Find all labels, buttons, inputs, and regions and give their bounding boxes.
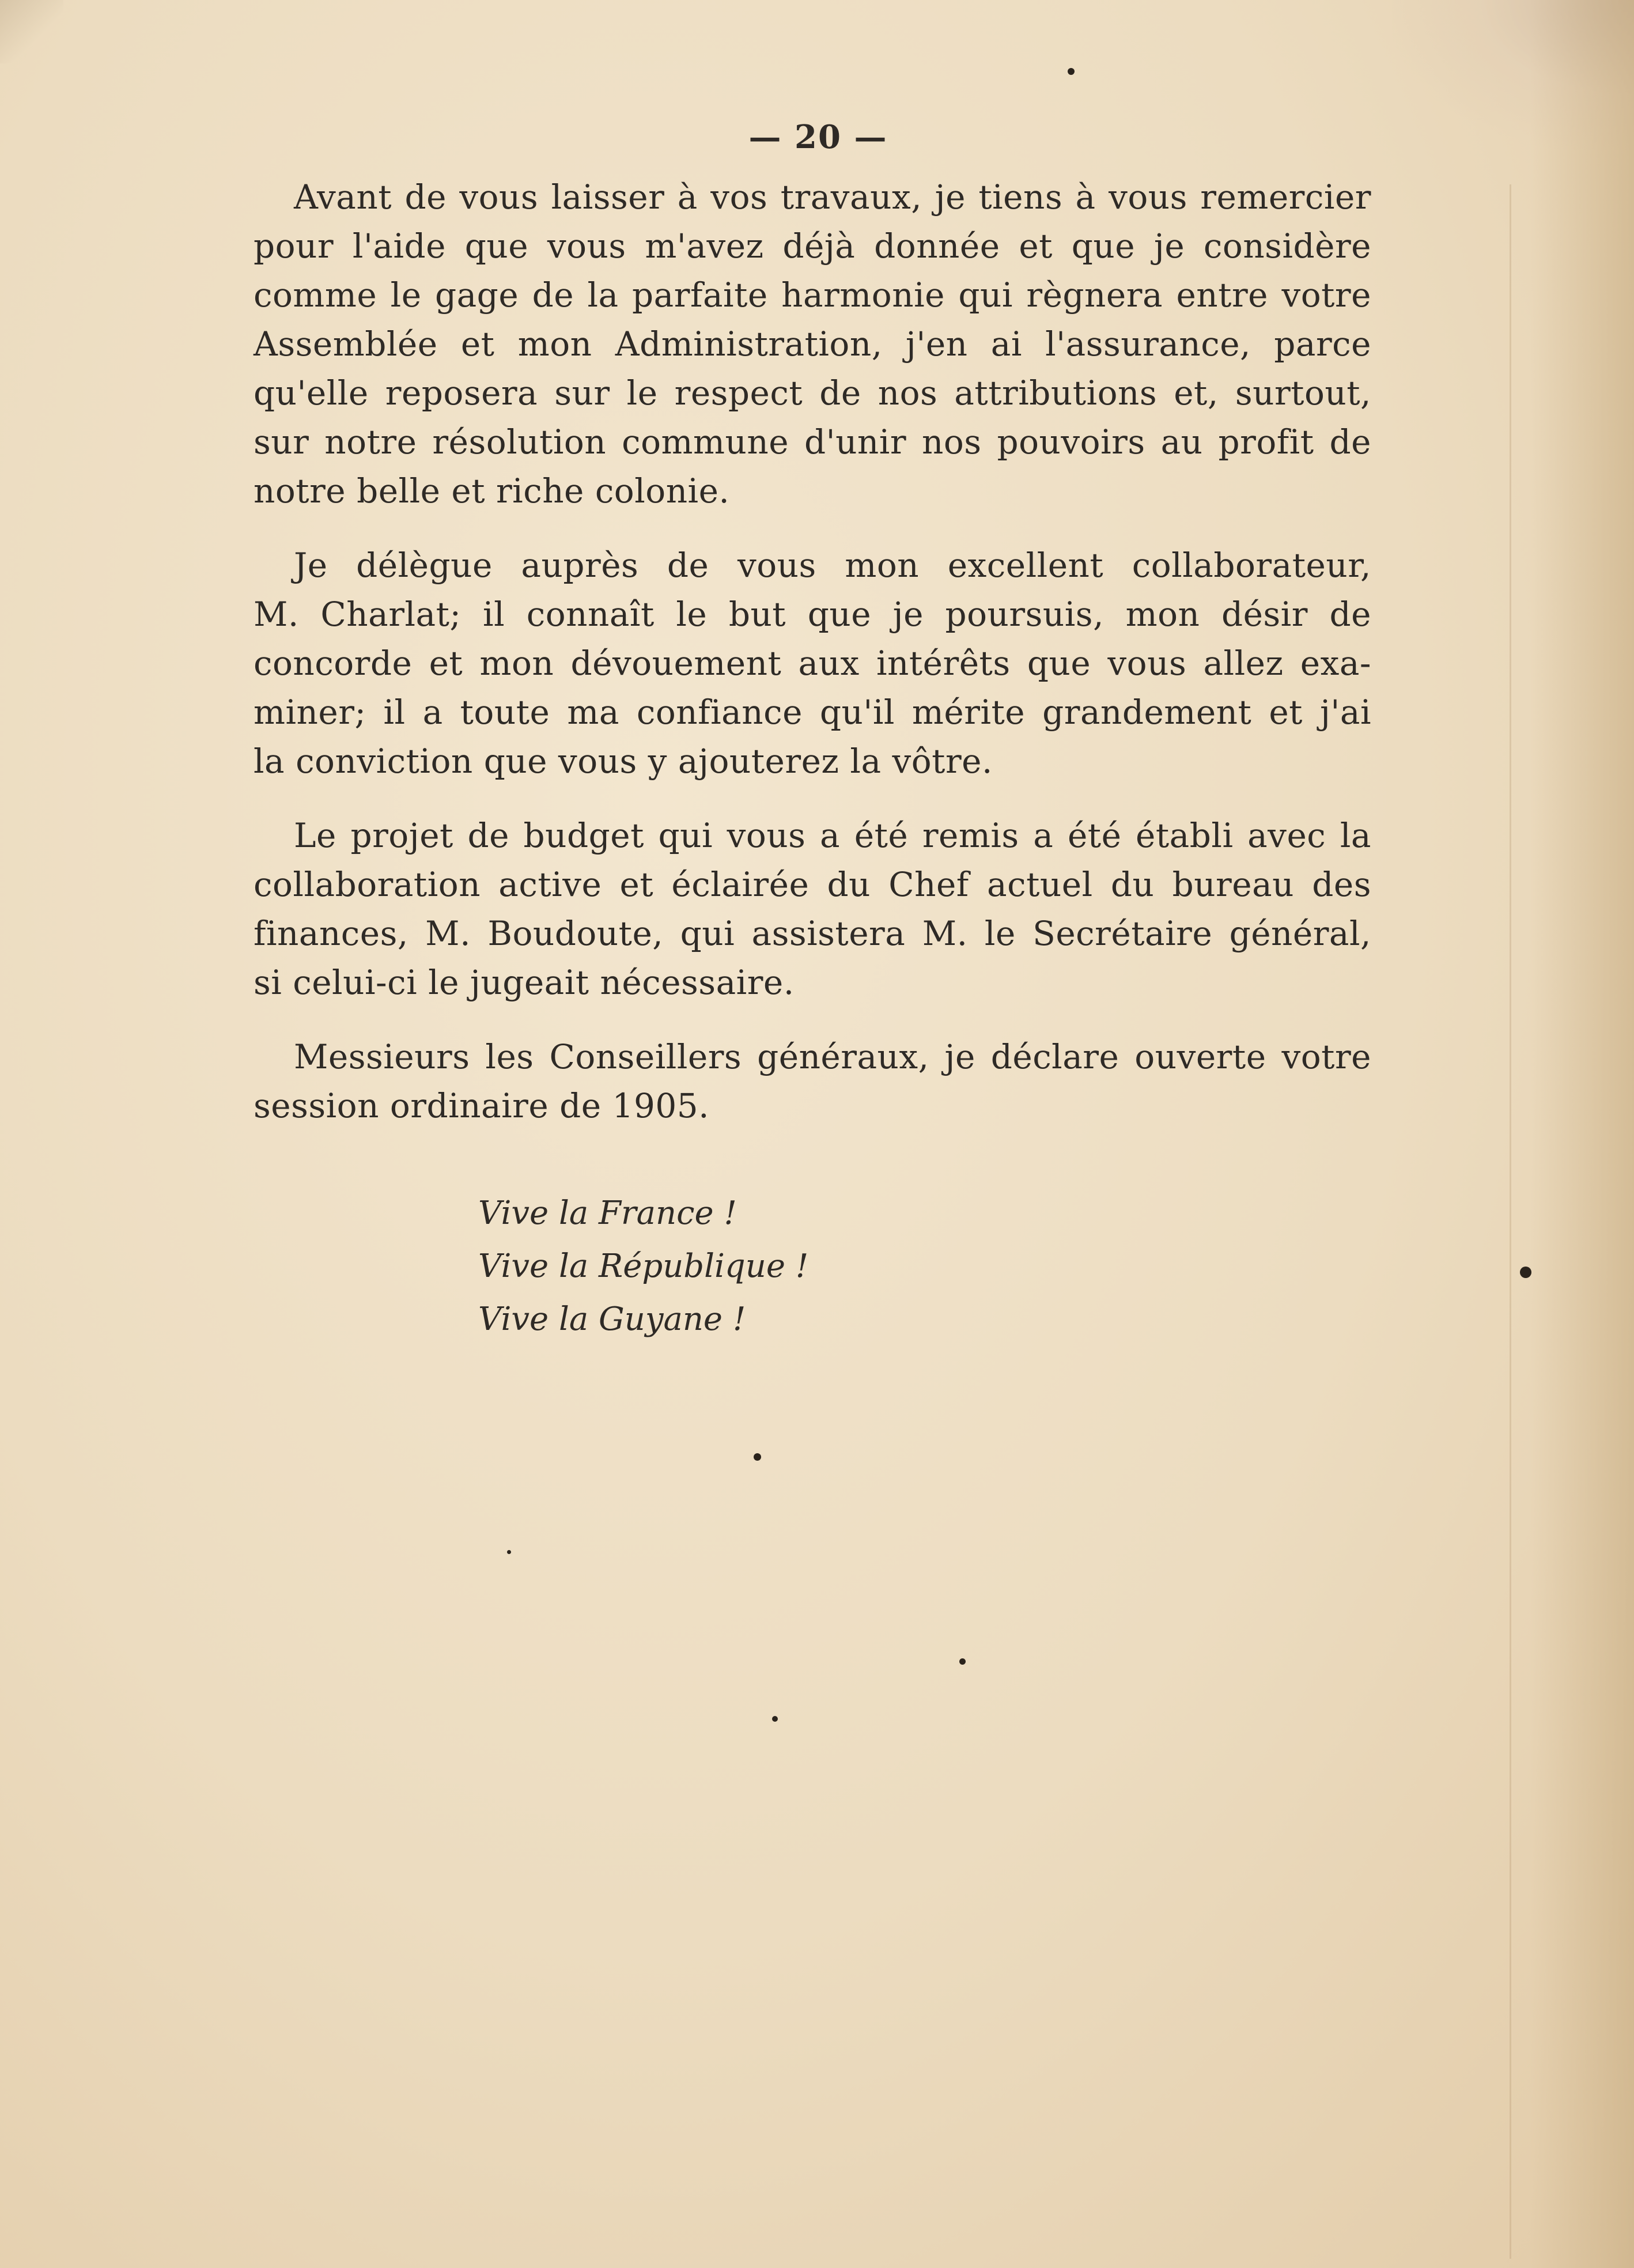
text-line: M. Charlat; il connaît le but que je poursuis, mon désir de <box>254 595 1371 634</box>
page-fold-line <box>1510 184 1511 2259</box>
page-number: — 20 — <box>748 118 888 156</box>
paragraph-3 <box>254 811 1371 1007</box>
paragraph-2 <box>254 541 1371 786</box>
text-line: si celui-ci le jugeait nécessaire. <box>254 963 795 1002</box>
text-line: Assemblée et mon Administration, j'en ai l'assurance, parce <box>254 324 1371 364</box>
closing-line-republique: Vive la République ! <box>478 1248 809 1285</box>
text-line: sur notre résolution commune d'unir nos pouvoirs au profit de <box>254 422 1371 462</box>
paragraph-4 <box>254 1033 1371 1131</box>
text-line: pour l'aide que vous m'avez déjà donnée et que je considère <box>254 226 1371 266</box>
text-line: notre belle et riche colonie. <box>254 471 730 511</box>
ink-speck <box>1520 1267 1531 1278</box>
text-line: Messieurs les Conseillers généraux, je déclare ouverte votre <box>294 1037 1371 1076</box>
ink-speck <box>772 1716 778 1722</box>
text-line: concorde et mon dévouement aux intérêts que vous allez exa- <box>254 644 1371 683</box>
paragraph-1 <box>254 173 1371 516</box>
text-line: comme le gage de la parfaite harmonie qui règnera entre votre <box>254 275 1371 315</box>
text-line: Avant de vous laisser à vos travaux, je tiens à vous remercier <box>294 177 1371 217</box>
text-line: collaboration active et éclairée du Chef actuel du bureau des <box>254 865 1371 904</box>
closing-line-guyane: Vive la Guyane ! <box>478 1301 746 1338</box>
ink-speck <box>507 1550 511 1554</box>
text-line: Le projet de budget qui vous a été remis a été établi avec la <box>294 816 1371 855</box>
ink-speck <box>959 1658 966 1665</box>
closing-salutations <box>478 1187 808 1346</box>
ink-speck <box>754 1453 761 1461</box>
page-corner-stain <box>0 0 63 63</box>
text-line: Je délègue auprès de vous mon excellent collaborateur, <box>294 546 1371 585</box>
text-line: qu'elle reposera sur le respect de nos attributions et, surtout, <box>254 373 1371 413</box>
body-text <box>254 173 1371 1156</box>
text-line: session ordinaire de 1905. <box>254 1086 710 1125</box>
ink-speck <box>1068 68 1075 75</box>
text-line: finances, M. Boudoute, qui assistera M. le Secrétaire général, <box>254 914 1371 953</box>
text-line: miner; il a toute ma confiance qu'il mérite grandement et j'ai <box>254 693 1371 732</box>
page-edge-shadow <box>1530 0 1634 2268</box>
closing-line-france: Vive la France ! <box>478 1195 737 1232</box>
text-line: la conviction que vous y ajouterez la vôtre. <box>254 742 993 781</box>
